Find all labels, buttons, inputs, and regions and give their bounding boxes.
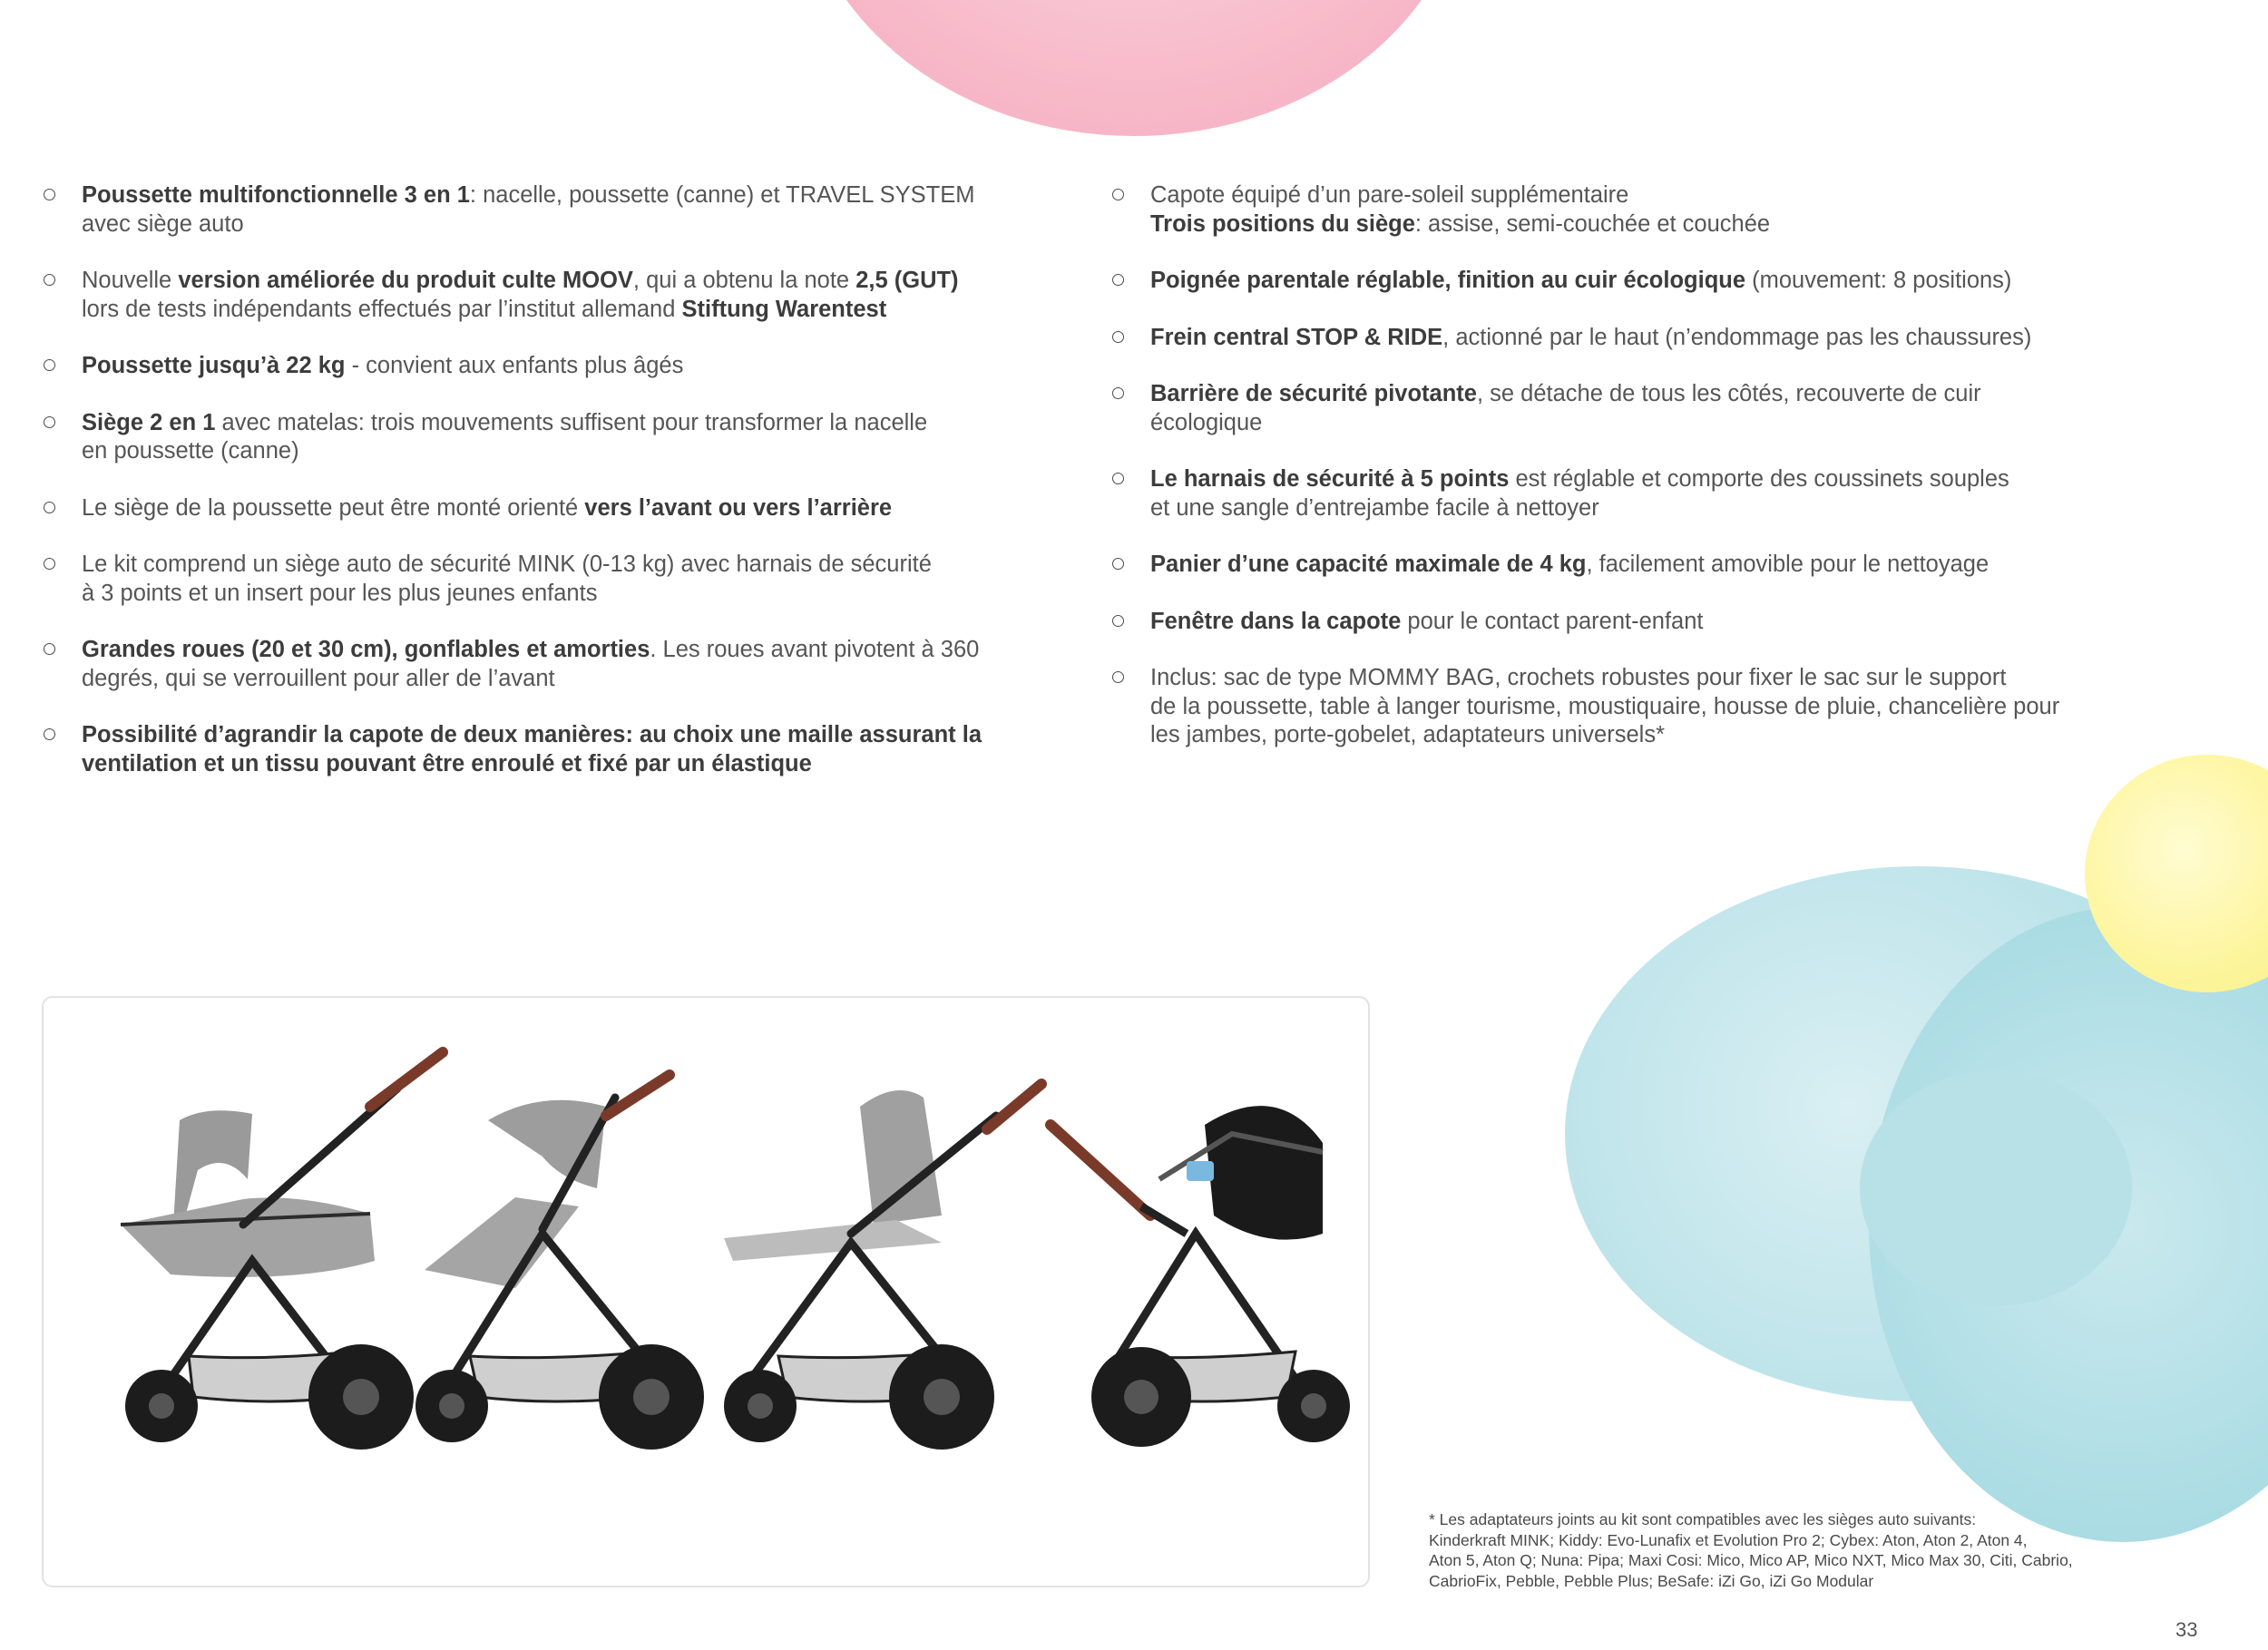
stroller-seat-forward-image	[415, 1075, 704, 1450]
feature-text-bold: Fenêtre dans la capote	[1150, 608, 1402, 634]
bullet-circle-icon	[44, 274, 55, 286]
feature-text: en poussette (canne)	[82, 438, 299, 464]
features-list-left	[44, 181, 1060, 806]
feature-text: pour le contact parent-enfant	[1401, 608, 1704, 634]
feature-line	[82, 437, 1060, 466]
feature-text-bold: Stiftung Warentest	[681, 296, 887, 322]
features-list-right	[1112, 181, 2183, 778]
stroller-carrycot-image	[121, 1052, 443, 1450]
feature-text-bold: Possibilité d’agrandir la capote de deux manières: au choix une maille assurant la	[82, 722, 982, 747]
feature-text-bold: Barrière de sécurité pivotante	[1150, 381, 1477, 406]
feature-text: , actionné par le haut (n’endommage pas les chaussures)	[1442, 324, 2032, 350]
feature-text-bold: Siège 2 en 1	[82, 409, 216, 435]
feature-text: lors de tests indépendants effectués par l’institut allemand	[82, 296, 682, 322]
bullet-circle-icon	[44, 189, 55, 200]
feature-line	[82, 181, 1060, 210]
bullet-circle-icon	[44, 416, 55, 428]
feature-line	[1150, 693, 2183, 722]
feature-line	[82, 551, 1060, 580]
stroller-car-seat-image	[1051, 1106, 1350, 1447]
feature-text: , qui a obtenu la note	[632, 268, 856, 293]
feature-item	[44, 721, 1060, 778]
feature-line	[82, 665, 1060, 694]
feature-text: est réglable et comporte des coussinets souples	[1509, 466, 2009, 492]
feature-line	[82, 296, 1060, 325]
feature-item	[1112, 551, 2183, 580]
bullet-circle-icon	[44, 558, 55, 570]
feature-item	[1112, 380, 2183, 437]
feature-line	[82, 750, 1060, 779]
feature-text-bold: ventilation et un tissu pouvant être enroulé et fixé par un élastique	[82, 750, 812, 776]
feature-text: . Les roues avant pivotent à 360	[650, 637, 980, 662]
feature-text: à 3 points et un insert pour les plus jeunes enfants	[82, 580, 598, 606]
feature-item	[44, 551, 1060, 608]
feature-line	[1150, 664, 2183, 693]
bullet-circle-icon	[1112, 615, 1124, 627]
feature-line	[1150, 409, 2183, 438]
footnote	[1429, 1509, 2191, 1591]
feature-text: et une sangle d’entrejambe facile à nettoyer	[1150, 494, 1599, 521]
feature-text: , facilement amovible pour le nettoyage	[1586, 552, 1989, 577]
feature-line	[82, 409, 1060, 438]
feature-line	[82, 580, 1060, 609]
pink-decor-circle	[798, 0, 1470, 136]
feature-line	[82, 494, 1060, 523]
footnote-line: Aton 5, Aton Q; Nuna: Pipa; Maxi Cosi: Mico, Mico AP, Mico NXT, Mico Max 30, Citi, Cabrio,	[1429, 1551, 2073, 1569]
feature-text-bold: Frein central STOP & RIDE	[1150, 324, 1443, 350]
feature-line	[82, 352, 1060, 381]
feature-text-bold: Poussette multifonctionnelle 3 en 1	[82, 182, 470, 208]
footnote-line: Kinderkraft MINK; Kiddy: Evo-Lunafix et Evolution Pro 2; Cybex: Aton, Aton 2, Aton 4,	[1429, 1530, 2028, 1549]
blue-decor-blob-bridge	[1860, 1070, 2132, 1306]
feature-line	[1150, 267, 2183, 296]
feature-text: - convient aux enfants plus âgés	[345, 353, 684, 378]
feature-line	[1150, 465, 2183, 494]
feature-item	[44, 409, 1060, 466]
footnote-line: CabrioFix, Pebble, Pebble Plus; BeSafe: iZi Go, iZi Go Modular	[1429, 1571, 1874, 1590]
bullet-circle-icon	[1112, 558, 1124, 570]
feature-line	[1150, 380, 2183, 409]
feature-text: : nacelle, poussette (canne) et TRAVEL SYSTEM	[469, 182, 975, 208]
feature-item	[1112, 664, 2183, 750]
feature-item	[1112, 465, 2183, 522]
feature-text: de la poussette, table à langer tourisme, moustiquaire, housse de pluie, chancelière pour	[1150, 693, 2060, 719]
feature-line	[1150, 608, 2183, 637]
bullet-circle-icon	[1112, 473, 1124, 484]
feature-line	[82, 721, 1060, 750]
feature-item	[1112, 181, 2183, 239]
bullet-circle-icon	[44, 643, 55, 655]
strollers-illustration	[44, 998, 1368, 1586]
feature-text: avec matelas: trois mouvements suffisent pour transformer la nacelle	[215, 409, 928, 435]
feature-line	[82, 210, 1060, 239]
feature-text: avec siège auto	[82, 210, 244, 237]
product-photo	[42, 996, 1370, 1587]
feature-line	[1150, 551, 2183, 580]
bullet-circle-icon	[1112, 387, 1124, 399]
feature-text-bold: 2,5 (GUT)	[855, 268, 959, 293]
feature-line	[82, 636, 1060, 665]
feature-item	[44, 267, 1060, 324]
bullet-circle-icon	[1112, 189, 1124, 200]
bullet-circle-icon	[44, 728, 55, 740]
feature-text: écologique	[1150, 409, 1263, 435]
bullet-circle-icon	[1112, 274, 1124, 286]
footnote-line: * Les adaptateurs joints au kit sont compatibles avec les sièges auto suivants:	[1429, 1510, 1977, 1528]
feature-item	[44, 636, 1060, 693]
feature-line	[1150, 210, 2183, 239]
feature-text-bold: Poussette jusqu’à 22 kg	[82, 353, 346, 378]
feature-text-bold: Grandes roues (20 et 30 cm), gonflables et amorties	[82, 637, 650, 662]
feature-text-bold: version améliorée du produit culte MOOV	[178, 268, 633, 293]
feature-text: Le siège de la poussette peut être monté orienté	[82, 494, 585, 521]
feature-text-bold: Panier d’une capacité maximale de 4 kg	[1150, 552, 1587, 577]
feature-item	[1112, 608, 2183, 637]
feature-item	[44, 181, 1060, 239]
feature-item	[1112, 267, 2183, 296]
feature-text: Nouvelle	[82, 268, 179, 293]
feature-text-bold: Le harnais de sécurité à 5 points	[1150, 466, 1510, 492]
feature-text: , se détache de tous les côtés, recouverte de cuir	[1476, 381, 1981, 406]
feature-text: Le kit comprend un siège auto de sécurité MINK (0-13 kg) avec harnais de sécurité	[82, 552, 932, 577]
feature-text-bold: Poignée parentale réglable, finition au cuir écologique	[1150, 268, 1746, 293]
feature-item	[1112, 324, 2183, 353]
bullet-circle-icon	[1112, 331, 1124, 343]
feature-text: (mouvement: 8 positions)	[1745, 268, 2012, 293]
feature-line	[1150, 324, 2183, 353]
feature-line	[1150, 494, 2183, 523]
feature-line	[1150, 181, 2183, 210]
feature-text-bold: Trois positions du siège	[1150, 210, 1415, 237]
stroller-seat-rear-image	[724, 1084, 1041, 1450]
feature-text: degrés, qui se verrouillent pour aller de l’avant	[82, 665, 555, 691]
bullet-circle-icon	[44, 359, 55, 371]
feature-text: : assise, semi-couchée et couchée	[1414, 210, 1771, 237]
feature-text: Capote équipé d’un pare-soleil supplémentaire	[1150, 182, 1629, 208]
feature-text: Inclus: sac de type MOMMY BAG, crochets robustes pour fixer le sac sur le support	[1150, 665, 2007, 690]
feature-line	[1150, 721, 2183, 750]
feature-item	[44, 352, 1060, 381]
feature-text: les jambes, porte-gobelet, adaptateurs universels*	[1150, 722, 1665, 747]
feature-text-bold: vers l’avant ou vers l’arrière	[584, 494, 893, 521]
feature-line	[82, 267, 1060, 296]
bullet-circle-icon	[1112, 671, 1124, 683]
feature-item	[44, 494, 1060, 523]
bullet-circle-icon	[44, 502, 55, 513]
page-number: 33	[2175, 1618, 2198, 1641]
